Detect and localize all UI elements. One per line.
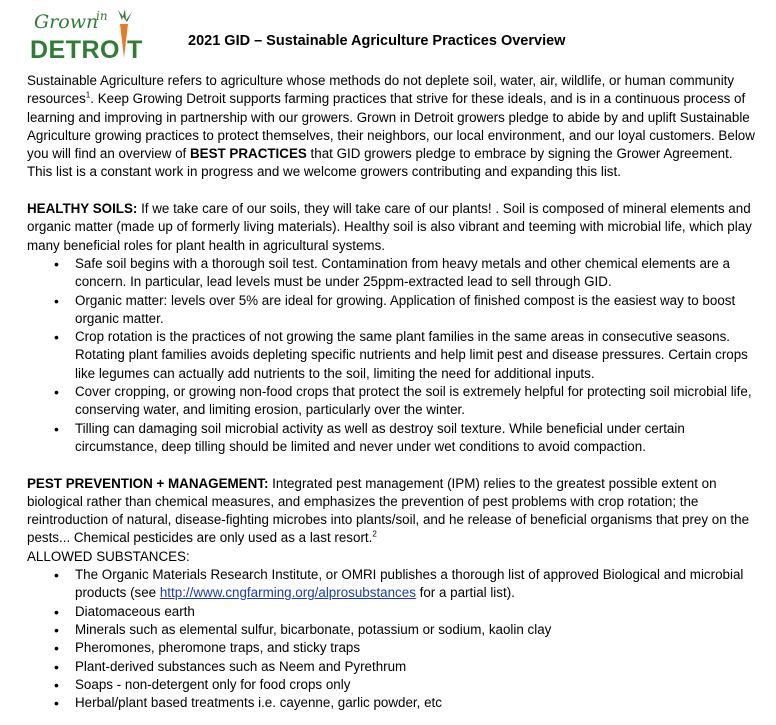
- omri-link[interactable]: http://www.cngfarming.org/alprosubstances: [159, 585, 416, 601]
- list-item: • Minerals such as elemental sulfur, bicarbonate, potassium or sodium, kaolin clay: [27, 621, 757, 639]
- healthy-soils-heading: HEALTHY SOILS:: [27, 201, 138, 217]
- list-item: • Cover cropping, or growing non-food crops that protect the soil is extremely helpful for protecting soil microbial life, conserving water, and limiting erosion, particularly over the winter.: [27, 383, 757, 420]
- pest-heading: PEST PREVENTION + MANAGEMENT:: [27, 475, 269, 491]
- list-item: • Crop rotation is the practices of not growing the same plant families in the same areas in consecutive seasons. Rotating plant families avoids depleting specific nutrients and help limit pest and disease pressures. Certain crops like legumes can actually add nutrients to the soil, limiting the need for additional inputs.: [27, 328, 757, 383]
- svg-text:in: in: [96, 9, 108, 23]
- page-title: 2021 GID – Sustainable Agriculture Practices Overview: [188, 33, 566, 49]
- svg-text:DETRO: DETRO: [30, 36, 120, 64]
- list-item: • Pheromones, pheromone traps, and sticky traps: [27, 639, 757, 657]
- document-body: [27, 72, 757, 712]
- healthy-soils-paragraph: HEALTHY SOILS: If we take care of our soils, they will take care of our plants! . Soil is composed of mineral elements and organic matter (made up of formerly living materials). Healthy soil is also vibrant and teeming with microbial life, which play many beneficial roles for plant health in agricultural systems.: [27, 201, 752, 253]
- healthy-soils-list: [27, 255, 757, 456]
- intro-paragraph: Sustainable Agriculture refers to agriculture whose methods do not deplete soil, water, air, wildlife, or human community resources$^1$. Keep Growing Detroit supports farming practices that strive for these ideals, and is in a continuous process of learning and improving in partnership with our growers. Grown in Detroit growers pledge to abide by and uplift Sustainable Agriculture growing practices to protect themselves, their neighbors, our local environment, and our loyal customers. Below you will find an overview of BEST PRACTICES that GID growers pledge to embrace by signing the Grower Agreement. This list is a constant work in progress and we welcome growers contributing and expanding this list.: [27, 73, 755, 180]
- grown-in-detroit-logo: [26, 6, 143, 64]
- list-item: • Diatomaceous earth: [27, 603, 757, 621]
- list-item: • Soaps - non-detergent only for food crops only: [27, 676, 757, 694]
- footnote-1: 1: [85, 90, 91, 100]
- list-item: • Herbal/plant based treatments i.e. cayenne, garlic powder, etc: [27, 694, 757, 712]
- svg-text:Grown: Grown: [34, 11, 99, 33]
- list-item: • Organic matter: levels over 5% are ideal for growing. Application of finished compost is the easiest way to boost organic matter.: [27, 292, 757, 329]
- svg-text:T: T: [127, 36, 143, 64]
- footnote-2: 2: [372, 529, 377, 539]
- list-item: • The Organic Materials Research Institute, or OMRI publishes a thorough list of approved Biological and microbial products (see http://www.cngfarming.org/alprosubstances for a partial list).: [27, 566, 757, 603]
- allowed-substances-heading: ALLOWED SUBSTANCES:: [27, 548, 190, 564]
- list-item: • Plant-derived substances such as Neem and Pyrethrum: [27, 658, 757, 676]
- pest-paragraph: PEST PREVENTION + MANAGEMENT: Integrated pest management (IPM) relies to the greatest possible extent on biological rather than chemical measures, and emphasizes the prevention of pest problems with crop rotation; the reintroduction of natural, disease-fighting microbes into plants/soil, and he release of beneficial organisms that prey on the pests... Chemical pesticides are only used as a last resort.$^2$: [27, 475, 750, 546]
- allowed-substances-list: [27, 566, 757, 712]
- list-item: • Tilling can damaging soil microbial activity as well as destroy soil texture. While beneficial under certain circumstance, deep tilling should be limited and never under wet conditions to avoid compaction.: [27, 420, 757, 457]
- list-item: • Safe soil begins with a thorough soil test. Contamination from heavy metals and other chemical elements are a concern. In particular, lead levels must be under 25ppm-extracted lead to sell through GID.: [27, 255, 757, 292]
